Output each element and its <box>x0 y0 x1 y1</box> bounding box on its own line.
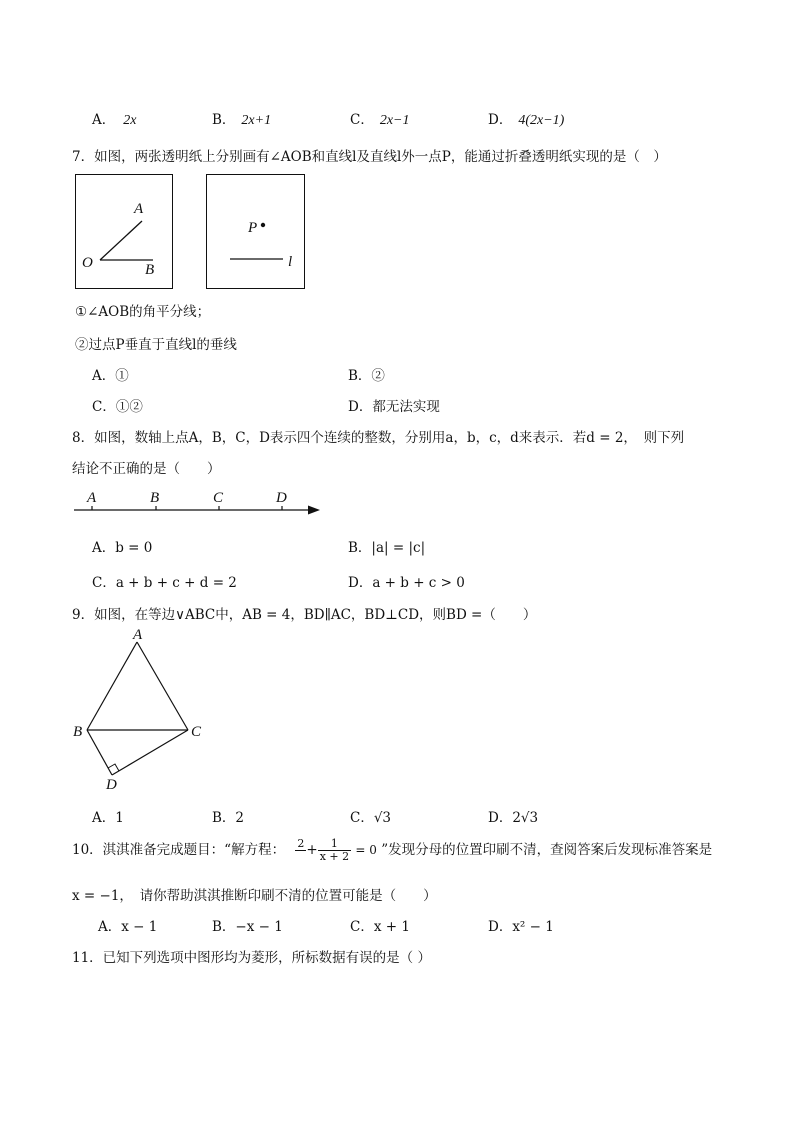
q10-frac1-num: 2 <box>297 837 305 850</box>
q9-segment-cd <box>112 730 188 775</box>
q6-option-b <box>212 108 271 129</box>
q8-label-b: B <box>150 490 160 506</box>
q7-stem: 7．如图，两张透明纸上分别画有∠AOB和直线l及直线l外一点P，能通过折叠透明纸实现的是（ ） <box>72 149 667 165</box>
q8-axis-arrow <box>308 506 320 515</box>
q8-option-d: D．a + b + c > 0 <box>348 575 465 591</box>
q7-option-d: D．都无法实现 <box>348 399 440 415</box>
q8-stem-line1: 8．如图，数轴上点A，B，C，D表示四个连续的整数，分别用a，b，c，d来表示．若d = 2， 则下列 <box>72 430 685 446</box>
q6-option-b-letter: B． <box>212 112 236 128</box>
q9-triangle-figure <box>70 625 210 795</box>
q10-stem <box>72 838 712 863</box>
q10-option-c: C．x + 1 <box>350 919 410 935</box>
q7-item-1: ①∠AOB的角平分线； <box>75 304 211 320</box>
q7-label-b: B <box>145 262 155 278</box>
q7-option-a: A．① <box>92 368 129 384</box>
q8-label-a: A <box>87 490 97 506</box>
q10-fraction-blurred <box>295 838 306 863</box>
q9-label-c: C <box>191 724 202 740</box>
q6-option-d-value: 4(2x−1) <box>518 113 565 128</box>
q9-side-ab <box>87 642 137 730</box>
q6-option-d-letter: D． <box>488 112 513 128</box>
q10-frac1-den-blank <box>295 851 306 863</box>
q6-option-a <box>92 108 136 129</box>
q11-stem: 11．已知下列选项中图形均为菱形，所标数据有误的是（ ） <box>72 950 431 966</box>
q8-label-c: C <box>213 490 224 506</box>
q7-ray-oa <box>100 221 142 260</box>
q6-option-b-value: 2x+1 <box>241 113 272 128</box>
q7-point-p <box>261 223 265 227</box>
q10-stem-post: ”发现分母的位置印刷不清，查阅答案后发现标准答案是 <box>381 842 713 858</box>
q10-frac2-num: 1 <box>318 838 351 851</box>
q9-label-d: D <box>106 777 117 793</box>
q10-option-d: D．x² − 1 <box>488 919 554 935</box>
q7-label-p: P <box>248 220 258 236</box>
q6-option-c-letter: C． <box>350 112 374 128</box>
q10-plus: + <box>306 842 318 858</box>
q9-option-b: B．2 <box>212 810 245 826</box>
q8-label-d: D <box>276 490 287 506</box>
q9-label-a: A <box>133 627 143 643</box>
q8-option-c: C．a + b + c + d = 2 <box>92 575 237 591</box>
q7-option-b: B．② <box>348 368 385 384</box>
q7-figure-line <box>206 174 305 289</box>
q9-option-a: A．1 <box>92 810 124 826</box>
q7-label-l: l <box>288 254 293 270</box>
q6-option-a-value: 2x <box>123 113 137 128</box>
q10-eq-tail: = 0 <box>355 843 377 857</box>
q10-line2: x = −1， 请你帮助淇淇推断印刷不清的位置可能是（ ） <box>72 888 437 904</box>
q8-option-a: A．b = 0 <box>92 540 153 556</box>
q6-option-c-value: 2x−1 <box>379 113 410 128</box>
q8-stem-line2: 结论不正确的是（ ） <box>72 461 221 477</box>
q6-option-c <box>350 108 410 129</box>
q7-option-c: C．①② <box>92 399 143 415</box>
q9-stem: 9．如图，在等边∨ABC中，AB = 4，BD∥AC，BD⊥CD，则BD =（ ） <box>72 607 537 623</box>
q10-option-b: B．−x − 1 <box>212 919 283 935</box>
q7-label-a: A <box>134 201 144 217</box>
q10-stem-pre: 10．淇淇准备完成题目：“解方程： <box>72 842 286 858</box>
q9-option-d: D．2√3 <box>488 810 539 826</box>
q7-figure-angle <box>75 174 173 289</box>
q10-option-a: A．x − 1 <box>98 919 158 935</box>
q6-option-d <box>488 108 564 129</box>
q8-option-b: B．|a| = |c| <box>348 540 426 556</box>
q9-option-c: C．√3 <box>350 810 392 826</box>
q7-item-2: ②过点P垂直于直线l的垂线 <box>75 337 237 353</box>
q6-option-a-letter: A． <box>92 112 116 128</box>
q9-label-b: B <box>73 724 83 740</box>
q8-number-line <box>70 488 325 518</box>
q10-fraction-known <box>318 838 351 863</box>
q10-frac2-den: x + 2 <box>319 850 350 863</box>
q9-side-ac <box>137 642 188 730</box>
q7-fig1-frame <box>76 175 173 289</box>
q7-label-o: O <box>82 255 93 271</box>
